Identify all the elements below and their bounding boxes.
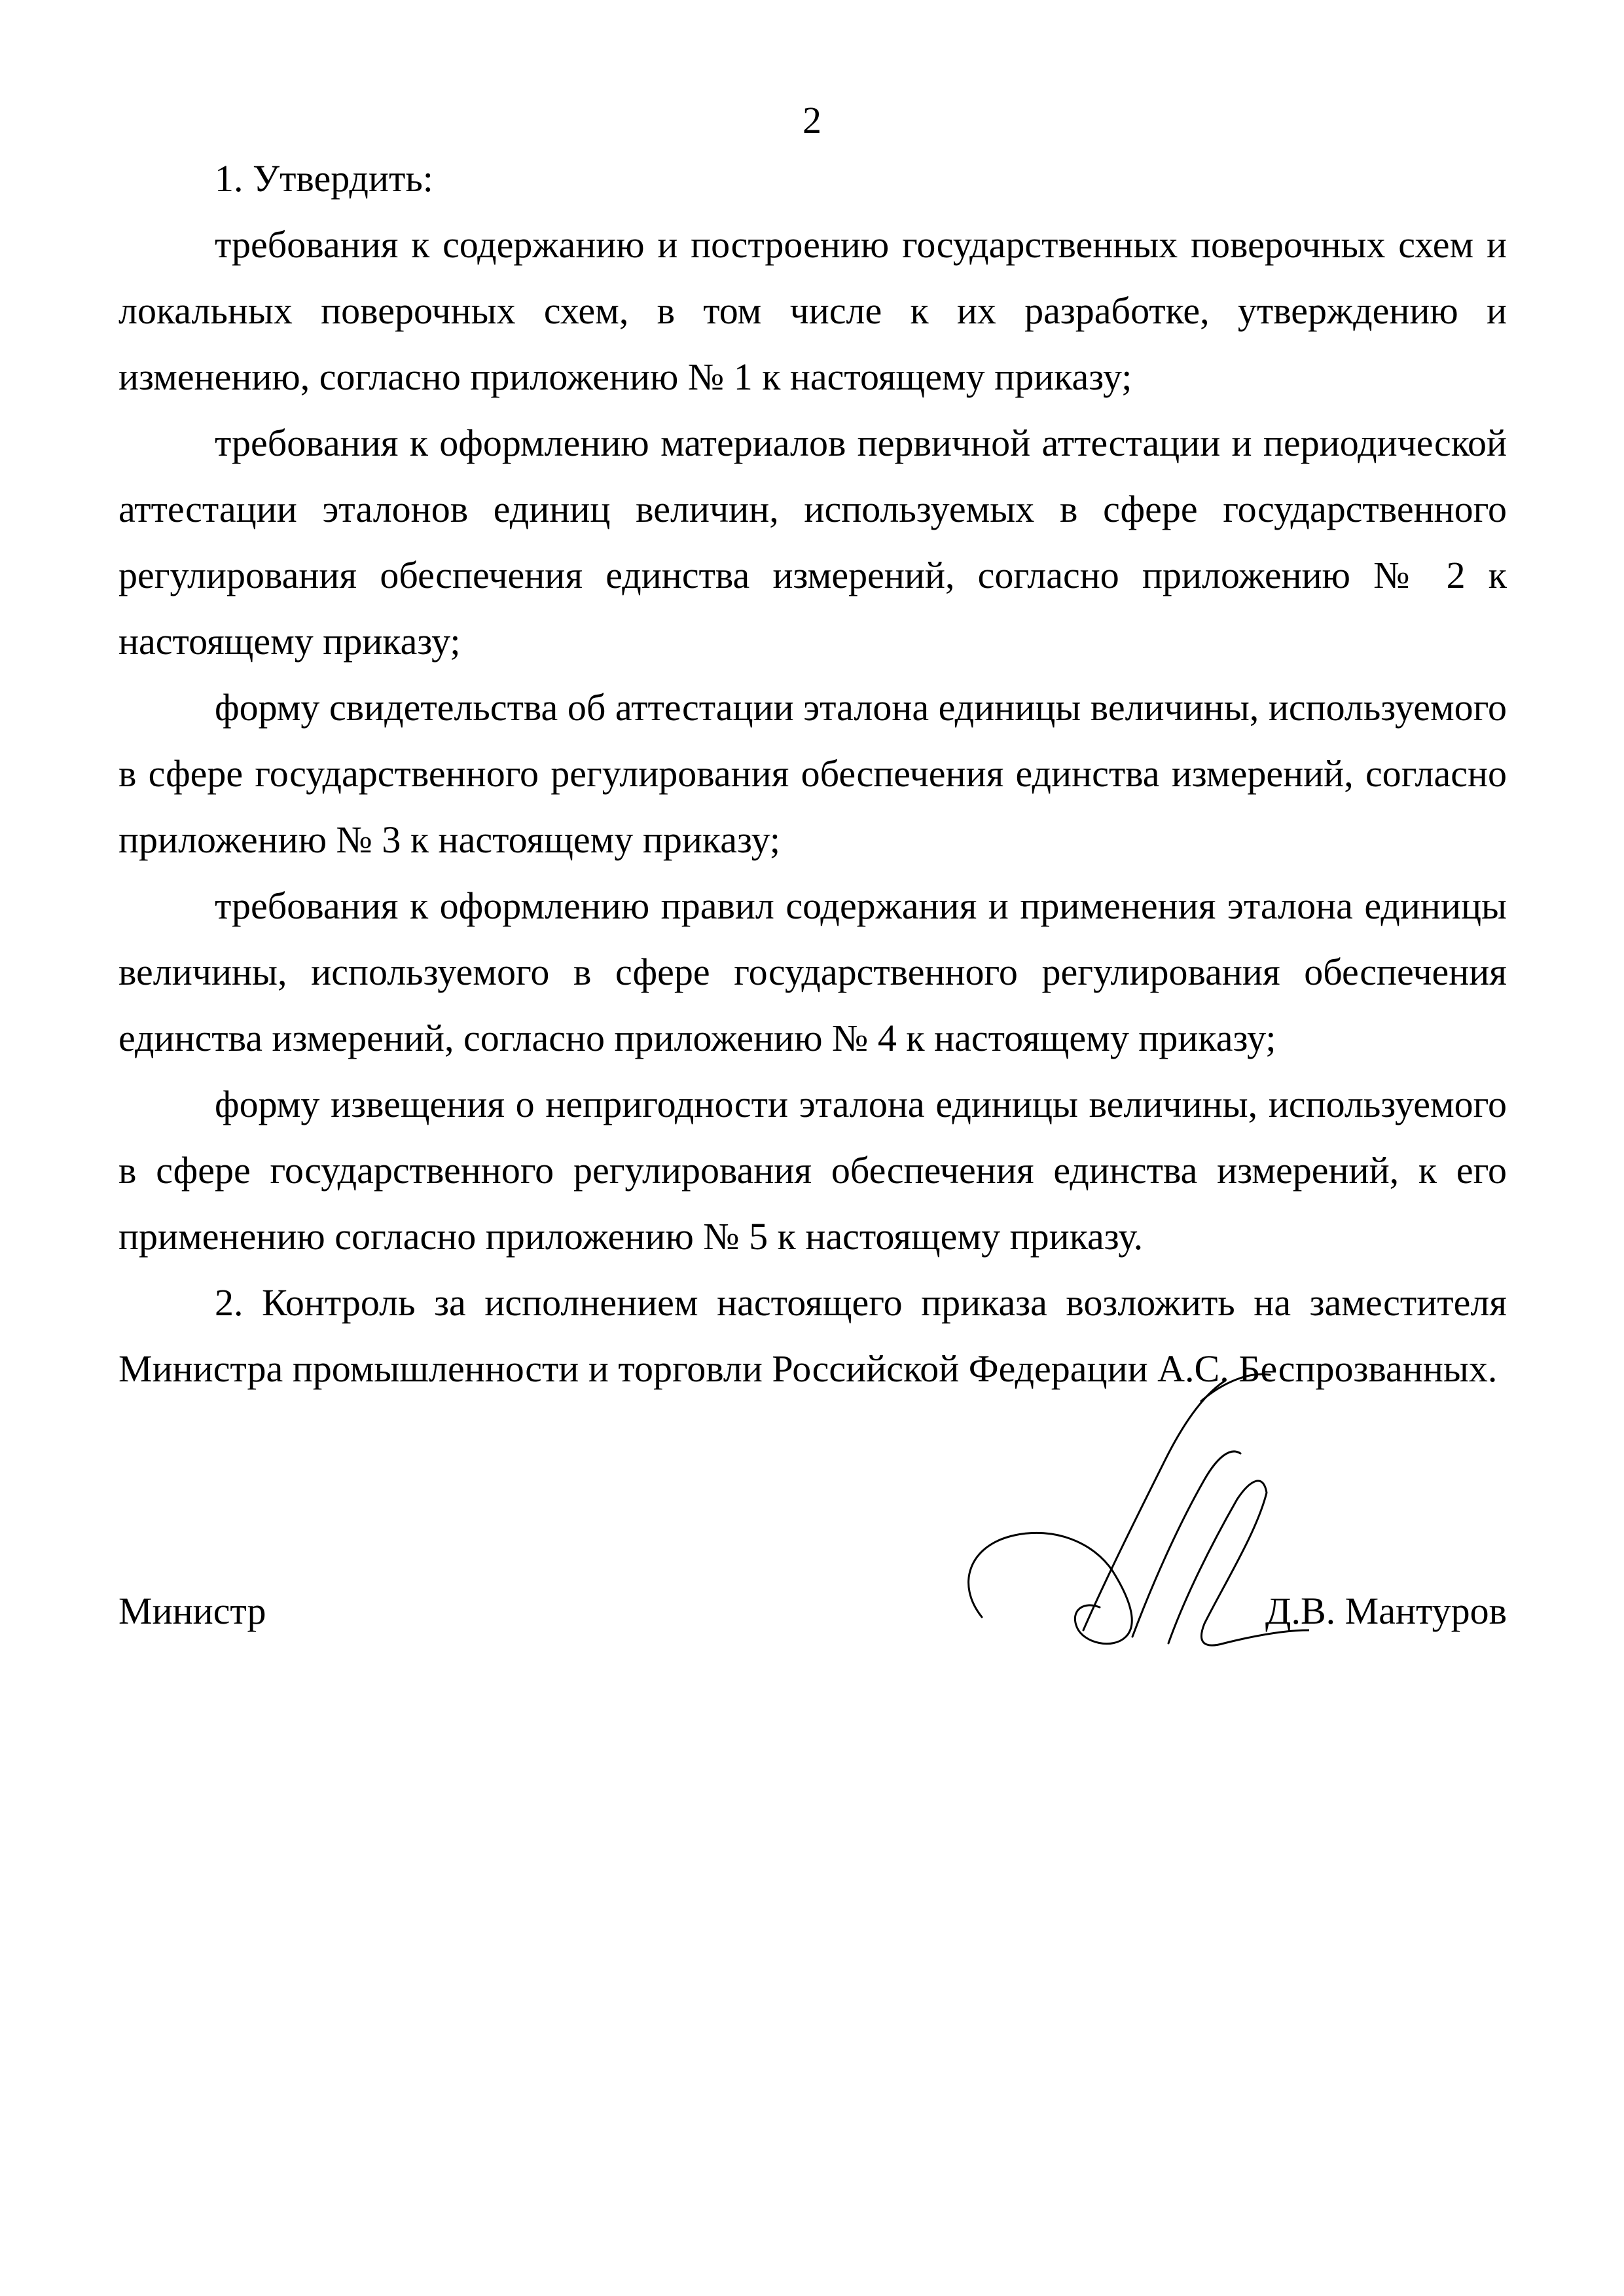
paragraph-item-certificate-form: форму свидетельства об аттестации эталона единицы величины, используемого в сфере государственного регулирования обеспечения единства измерений, согласно приложению № 3 к настоящему приказу;: [118, 686, 1507, 861]
paragraph-approve-heading: 1. Утвердить:: [215, 157, 433, 200]
document-body: [118, 145, 1507, 1402]
paragraph-item-unsuitability-notice: форму извещения о непригодности эталона единицы величины, используемого в сфере государственного регулирования обеспечения единства измерений, к его применению согласно приложению № 5 к настоящему приказу.: [118, 1083, 1507, 1258]
paragraph-control-assignment: 2. Контроль за исполнением настоящего приказа возложить на заместителя Министра промышленности и торговли Российской Федерации А.С. Беспрозванных.: [118, 1281, 1507, 1390]
paragraph-item-maintenance-rules: требования к оформлению правил содержания и применения эталона единицы величины, используемого в сфере государственного регулирования обеспечения единства измерений, согласно приложению № 4 к настоящему приказу;: [118, 884, 1507, 1059]
signature-block: [118, 1578, 1507, 1656]
paragraph-item-verification-schemes: требования к содержанию и построению государственных поверочных схем и локальных поверочных схем, в том числе к их разработке, утверждению и изменению, согласно приложению № 1 к настоящему приказу;: [118, 223, 1507, 398]
signer-name: Д.В. Мантуров: [1265, 1590, 1507, 1632]
page-number: 2: [803, 99, 821, 141]
paragraph-item-attestation-materials: требования к оформлению материалов первичной аттестации и периодической аттестации эталонов единиц величин, используемых в сфере государственного регулирования обеспечения единства измерений, согласно приложению № 2 к настоящему приказу;: [118, 422, 1507, 663]
signer-title: Министр: [118, 1590, 266, 1632]
